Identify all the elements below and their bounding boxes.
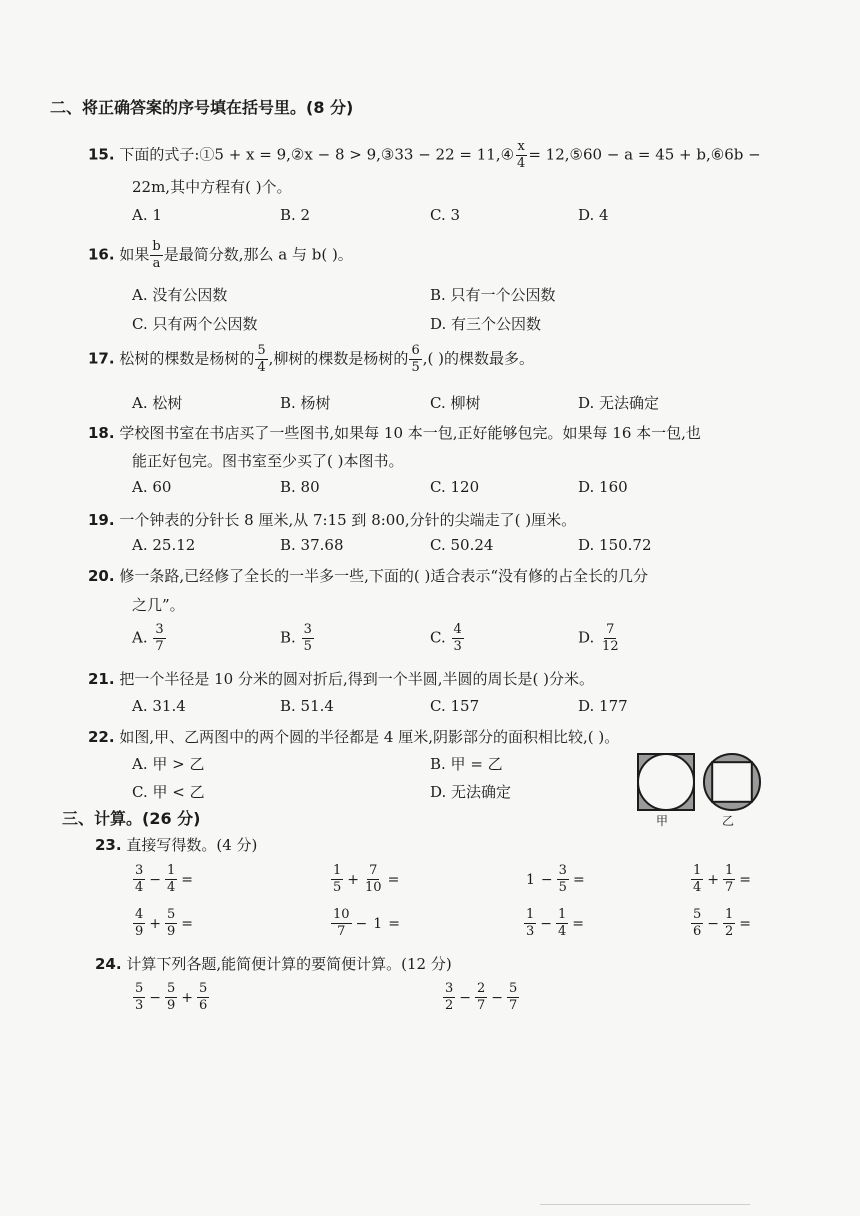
equals-sign: = <box>388 915 400 932</box>
option-a: A. 1 <box>132 206 162 224</box>
operator: + <box>149 915 162 932</box>
equals-sign: = <box>181 871 194 888</box>
figure-yi <box>704 754 760 810</box>
fraction: $\frac{5}{9}$ <box>167 907 176 939</box>
question-number: 18. <box>88 424 115 442</box>
question-number: 17. <box>88 349 115 368</box>
question-text: 计算下列各题,能简便计算的要简便计算。(12 分) <box>126 955 452 973</box>
question-text: 一个钟表的分针长 8 厘米,从 7:15 到 8:00,分针的尖端走了( )厘米。 <box>119 511 577 529</box>
question-17 <box>88 344 534 375</box>
option-d: D. 有三个公因数 <box>430 315 542 333</box>
fraction: $\frac{6}{5}$ <box>411 343 420 375</box>
operator: + <box>181 989 194 1006</box>
equals-sign: = <box>739 871 752 888</box>
option-c: C. 只有两个公因数 <box>132 315 258 333</box>
option-b: B. 甲 = 乙 <box>430 755 503 773</box>
fraction: $\frac{5}{7}$ <box>509 981 518 1013</box>
operator: − <box>540 915 553 932</box>
calc-item <box>132 864 196 895</box>
question-text: 松树的棵数是杨树的 <box>119 349 255 368</box>
fraction: $\frac{1}{3}$ <box>526 907 535 939</box>
fraction: $\frac{b}{a}$ <box>152 239 161 271</box>
question-text: 如果 <box>119 245 150 264</box>
question-21 <box>88 668 594 689</box>
option-a: A. 25.12 <box>132 536 196 554</box>
option-c: C. 120 <box>430 478 480 496</box>
equals-sign: = <box>739 915 752 932</box>
fraction: $\frac{1}{4}$ <box>558 907 567 939</box>
question-20-line2: 之几”。 <box>132 596 185 614</box>
question-text: 学校图书室在书店买了一些图书,如果每 10 本一包,正好能够包完。如果每 16 本一包,也 <box>119 424 701 442</box>
option-d: D. 无法确定 <box>578 394 660 412</box>
calc-problem <box>132 982 210 1013</box>
q22-figure <box>634 750 764 832</box>
operator: − <box>540 871 553 888</box>
option-d: D. 150.72 <box>578 536 652 554</box>
fraction: $\frac{3}{2}$ <box>445 981 454 1013</box>
option-a: A. 60 <box>132 478 172 496</box>
option-c: C. 3 <box>430 206 461 224</box>
option-b: B. 杨树 <box>280 394 331 412</box>
question-text: 直接写得数。(4 分) <box>126 836 258 854</box>
option-d: D. 177 <box>578 697 628 715</box>
fraction: $\frac{3}{4}$ <box>135 863 144 895</box>
figure-label-jia: 甲 <box>656 814 669 828</box>
fraction: $\frac{4}{9}$ <box>135 907 144 939</box>
calc-item <box>690 864 754 895</box>
option-d: D. $\frac{7}{12}$ <box>578 622 619 654</box>
fraction: $\frac{2}{7}$ <box>477 981 486 1013</box>
question-15 <box>88 140 761 171</box>
question-19 <box>88 509 576 530</box>
equals-sign: = <box>572 915 585 932</box>
fraction: $\frac{10}{7}$ <box>333 907 350 939</box>
question-number: 19. <box>88 511 115 529</box>
question-number: 20. <box>88 567 115 585</box>
option-b: B. 2 <box>280 206 311 224</box>
question-number: 23. <box>95 836 122 854</box>
option-a: A. 没有公因数 <box>132 286 228 304</box>
operator: − <box>149 989 162 1006</box>
fraction: $\frac{5}{4}$ <box>257 343 266 375</box>
fraction: $\frac{x}{4}$ <box>517 139 526 171</box>
option-a: A. $\frac{3}{7}$ <box>132 622 164 654</box>
question-number: 22. <box>88 728 115 746</box>
question-23 <box>95 834 257 855</box>
fraction: $\frac{5}{6}$ <box>693 907 702 939</box>
question-16 <box>88 240 353 271</box>
fraction: $\frac{1}{4}$ <box>167 863 176 895</box>
operator: − <box>355 915 368 932</box>
question-text: 把一个半径是 10 分米的圆对折后,得到一个半圆,半圆的周长是( )分米。 <box>119 670 594 688</box>
fraction: $\frac{5}{3}$ <box>135 981 144 1013</box>
figure-jia <box>638 754 694 810</box>
fraction: $\frac{3}{5}$ <box>558 863 567 895</box>
option-b: B. 51.4 <box>280 697 334 715</box>
option-d: D. 无法确定 <box>430 783 512 801</box>
option-d: D. 4 <box>578 206 609 224</box>
option-a: A. 松树 <box>132 394 183 412</box>
option-c: C. 50.24 <box>430 536 494 554</box>
calc-item <box>690 908 754 939</box>
fraction: $\frac{5}{9}$ <box>167 981 176 1013</box>
fraction: $\frac{1}{2}$ <box>725 907 734 939</box>
option-c: C. 柳树 <box>430 394 481 412</box>
calc-item <box>132 908 196 939</box>
question-text: ,柳树的棵数是杨树的 <box>268 349 409 368</box>
option-d: D. 160 <box>578 478 628 496</box>
option-c: C. 甲 < 乙 <box>132 783 205 801</box>
option-c: C. $\frac{4}{3}$ <box>430 622 462 654</box>
section-2-heading: 二、将正确答案的序号填在括号里。(8 分) <box>50 98 354 117</box>
question-number: 16. <box>88 245 115 264</box>
calc-item <box>330 908 403 939</box>
calc-item <box>523 864 588 895</box>
calc-problem <box>442 982 520 1013</box>
operator: − <box>459 989 472 1006</box>
question-18-line2: 能正好包完。图书室至少买了( )本图书。 <box>132 452 404 470</box>
question-number: 21. <box>88 670 115 688</box>
section-3-heading: 三、计算。(26 分) <box>62 809 201 828</box>
question-text: 修一条路,已经修了全长的一半多一些,下面的( )适合表示“没有修的占全长的几分 <box>119 567 649 585</box>
option-b: B. 只有一个公因数 <box>430 286 556 304</box>
operator: + <box>707 871 720 888</box>
question-15-line2: 22m,其中方程有( )个。 <box>132 178 292 196</box>
fraction: $\frac{1}{4}$ <box>693 863 702 895</box>
option-b: B. $\frac{3}{5}$ <box>280 622 312 654</box>
option-c: C. 157 <box>430 697 480 715</box>
calc-item <box>330 864 402 895</box>
fraction: $\frac{5}{6}$ <box>199 981 208 1013</box>
question-text: 是最简分数,那么 a 与 b( )。 <box>163 245 353 264</box>
question-number: 24. <box>95 955 122 973</box>
fraction: $\frac{1}{7}$ <box>725 863 734 895</box>
fraction: $\frac{1}{5}$ <box>333 863 342 895</box>
operator: − <box>707 915 720 932</box>
equals-sign: = <box>181 915 194 932</box>
equals-sign: = <box>572 871 585 888</box>
operator: 1 <box>373 915 383 932</box>
operator: − <box>491 989 504 1006</box>
option-b: B. 80 <box>280 478 320 496</box>
question-text: = 12,⑤60 − a = 45 + b,⑥6b − <box>528 145 761 164</box>
question-22 <box>88 726 619 747</box>
operator: 1 <box>526 871 535 888</box>
question-24 <box>95 953 452 974</box>
question-number: 15. <box>88 145 115 164</box>
option-a: A. 31.4 <box>132 697 186 715</box>
option-b: B. 37.68 <box>280 536 344 554</box>
figure-label-yi: 乙 <box>722 814 735 828</box>
operator: + <box>347 871 360 888</box>
equals-sign: = <box>387 871 400 888</box>
operator: − <box>149 871 162 888</box>
scan-edge-line <box>540 1204 750 1205</box>
question-text: 下面的式子:①5 + x = 9,②x − 8 > 9,③33 − 22 = 11,④ <box>119 145 515 164</box>
question-18 <box>88 422 701 443</box>
question-text: ,( )的棵数最多。 <box>422 349 534 368</box>
question-text: 如图,甲、乙两图中的两个圆的半径都是 4 厘米,阴影部分的面积相比较,( )。 <box>119 728 620 746</box>
fraction: $\frac{7}{10}$ <box>365 863 382 895</box>
question-20 <box>88 565 648 586</box>
option-a: A. 甲 > 乙 <box>132 755 205 773</box>
calc-item <box>523 908 587 939</box>
